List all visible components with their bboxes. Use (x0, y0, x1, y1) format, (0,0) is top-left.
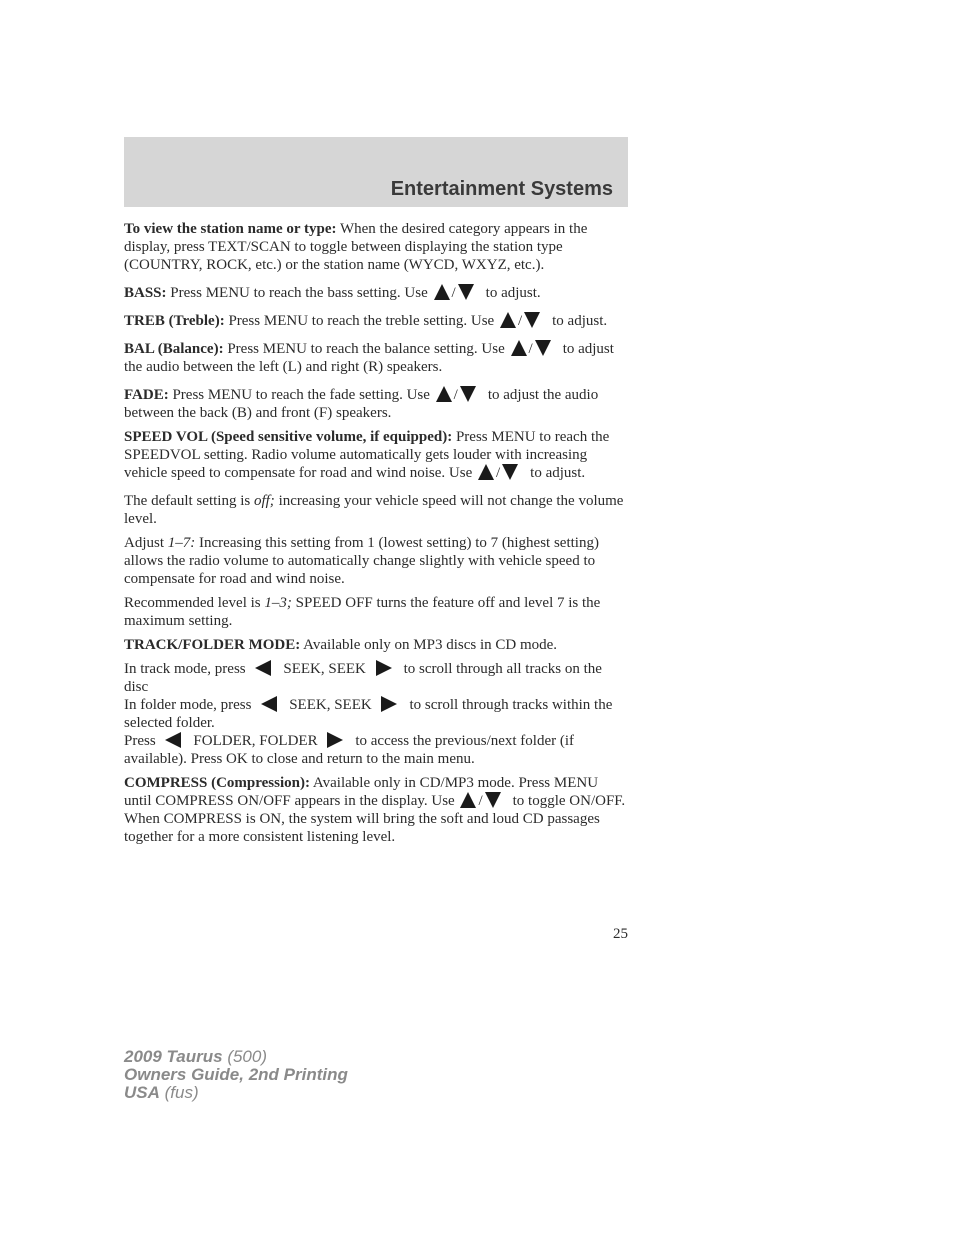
paragraph-text: to scroll through tracks within the selected folder. (124, 697, 613, 731)
paragraph-recommended (124, 594, 628, 630)
term-label: TREB (Treble): (124, 313, 225, 329)
footer-model-code: (500) (222, 1047, 268, 1066)
footer-line-model (124, 1048, 348, 1066)
section-title: Entertainment Systems (390, 178, 613, 200)
paragraph-text: Recommended level is (124, 595, 265, 611)
arrow-down-icon (524, 312, 540, 328)
slash-text: / (451, 285, 456, 301)
paragraph-text: Press MENU to reach the balance setting. Use (223, 341, 509, 357)
page-content (124, 220, 628, 852)
footer-line-guide (124, 1066, 348, 1084)
slash-text: / (453, 387, 458, 403)
emphasis-text: off; (253, 493, 275, 509)
term-label: TRACK/FOLDER MODE: (124, 637, 301, 653)
paragraph-treble (124, 312, 628, 330)
paragraph-text: FOLDER, FOLDER (193, 733, 322, 749)
slash-text: / (517, 313, 523, 329)
arrow-up-icon (434, 284, 450, 300)
paragraph-track-folder (124, 636, 628, 654)
seek-left-icon (261, 696, 277, 712)
seek-right-icon (376, 660, 392, 676)
paragraph-text: to adjust. (485, 285, 541, 301)
footer-model: 2009 Taurus (124, 1047, 223, 1066)
paragraph-balance (124, 340, 628, 376)
paragraph-text: SEEK, SEEK (283, 661, 370, 677)
paragraph-text: Press MENU to reach the bass setting. Use (166, 285, 432, 301)
document-footer (124, 1048, 348, 1102)
paragraph-bass (124, 284, 628, 302)
term-label: COMPRESS (Compression): (124, 775, 310, 791)
paragraph-text: SPEED OFF turns the feature off and level 7 is the maximum setting. (124, 595, 601, 629)
arrow-down-icon (485, 792, 501, 808)
emphasis-text: 1–3; (264, 595, 292, 611)
paragraph-text: The default setting is (124, 493, 254, 509)
term-label: SPEED VOL (Speed sensitive volume, if equipped): (124, 429, 453, 445)
term-label: BASS: (124, 285, 167, 301)
paragraph-text: Adjust (124, 535, 168, 551)
paragraph-text: Available only on MP3 discs in CD mode. (300, 637, 558, 653)
footer-region-code: (fus) (159, 1083, 199, 1102)
term-label: FADE: (124, 387, 169, 403)
paragraph-text: to adjust. (552, 313, 608, 329)
paragraph-folder-press (124, 732, 628, 768)
paragraph-station-name (124, 220, 628, 274)
footer-guide: Owners Guide, 2nd Printing (124, 1065, 348, 1084)
paragraph-compress (124, 774, 628, 846)
paragraph-text: Press MENU to reach the fade setting. Use (168, 387, 434, 403)
paragraph-text: In track mode, press (124, 661, 250, 677)
paragraph-default-setting (124, 492, 628, 528)
paragraph-speed-vol (124, 428, 628, 482)
paragraph-folder-mode (124, 696, 628, 732)
paragraph-fade (124, 386, 628, 422)
paragraph-track-mode (124, 660, 628, 696)
arrow-down-icon (458, 284, 474, 300)
seek-right-icon (381, 696, 397, 712)
arrow-down-icon (460, 386, 476, 402)
paragraph-text: to access the previous/next folder (if available). Press OK to close and return to the main menu. (124, 733, 575, 767)
slash-text: / (478, 793, 483, 809)
paragraph-text: In folder mode, press (124, 697, 256, 713)
paragraph-text: to toggle ON/OFF. When COMPRESS is ON, the system will bring the soft and loud CD passages together for a more consistent listening level. (124, 793, 626, 845)
slash-text: / (528, 341, 533, 357)
section-header (124, 137, 628, 207)
arrow-down-icon (535, 340, 551, 356)
arrow-up-icon (460, 792, 476, 808)
paragraph-adjust (124, 534, 628, 588)
footer-line-region (124, 1084, 348, 1102)
paragraph-text: Available only in CD/MP3 mode. Press MENU until COMPRESS ON/OFF appears in the display. Use (124, 775, 599, 809)
folder-left-icon (165, 732, 181, 748)
paragraph-text: Press (124, 733, 160, 749)
paragraph-text: to adjust. (530, 465, 586, 481)
paragraph-text: increasing your vehicle speed will not change the volume level. (124, 493, 624, 527)
footer-region: USA (124, 1083, 160, 1102)
arrow-up-icon (500, 312, 516, 328)
paragraph-text: When the desired category appears in the display, press TEXT/SCAN to toggle between displaying the station type (COUNTRY, ROCK, etc.) or the station name (WYCD, WXYZ, etc.). (124, 221, 588, 273)
paragraph-text: Increasing this setting from 1 (lowest setting) to 7 (highest setting) allows the radio volume to automatically change slightly with vehicle speed to compensate for road and wind noise. (124, 535, 599, 587)
folder-right-icon (327, 732, 343, 748)
slash-text: / (495, 465, 501, 481)
arrow-up-icon (436, 386, 452, 402)
term-label: BAL (Balance): (124, 341, 224, 357)
term-label: To view the station name or type: (124, 221, 337, 237)
arrow-down-icon (502, 464, 518, 480)
paragraph-text: Press MENU to reach the SPEEDVOL setting. Radio volume automatically gets louder with increasing vehicle speed to compensate for road and wind noise. Use (124, 429, 610, 481)
paragraph-text: to adjust the audio between the left (L) and right (R) speakers. (124, 341, 614, 375)
paragraph-text: to scroll through all tracks on the disc (124, 661, 602, 695)
paragraph-text: to adjust the audio between the back (B) and front (F) speakers. (124, 387, 599, 421)
paragraph-text: SEEK, SEEK (289, 697, 376, 713)
paragraph-text: Press MENU to reach the treble setting. Use (224, 313, 498, 329)
arrow-up-icon (511, 340, 527, 356)
arrow-up-icon (478, 464, 494, 480)
seek-left-icon (255, 660, 271, 676)
emphasis-text: 1–7: (167, 535, 196, 551)
page-number: 25 (613, 926, 628, 942)
